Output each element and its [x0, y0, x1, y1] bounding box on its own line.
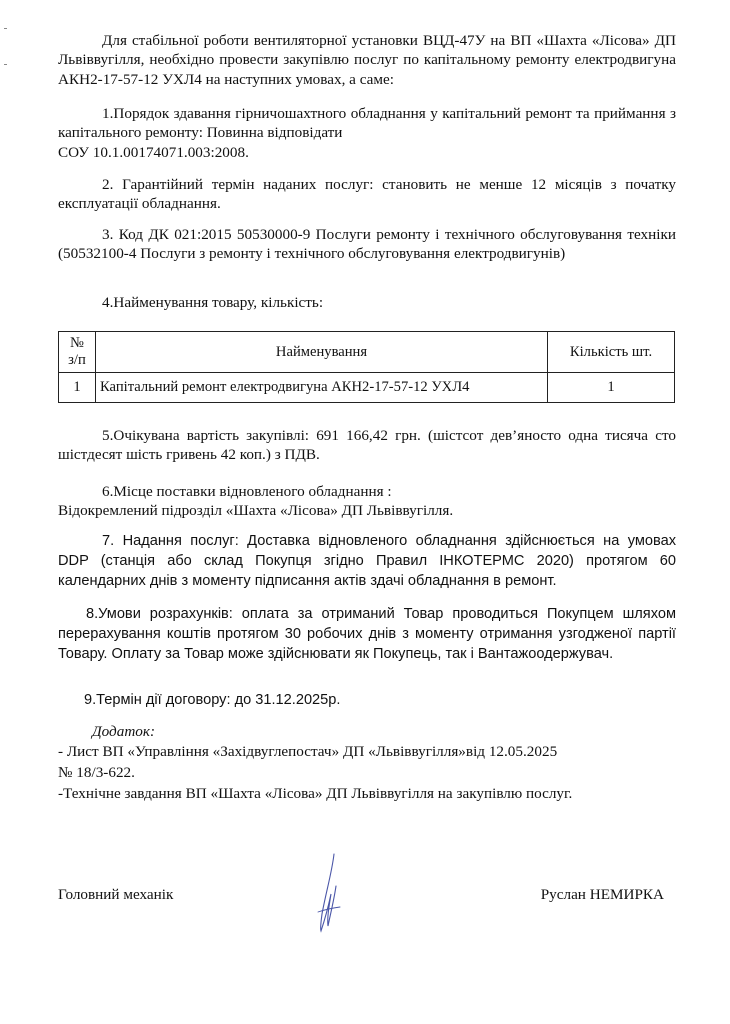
header-qty: Кількість шт.	[548, 332, 675, 373]
item-2	[58, 175, 676, 214]
item-5-text: 5.Очікувана вартість закупівлі: 691 166,42 грн. (шістсот дев’яносто одна тисяча сто шістдесят шість гривень 42 коп.) з ПДВ.	[58, 427, 676, 464]
item-4	[58, 293, 676, 312]
attachments-title: Додаток:	[92, 723, 156, 740]
intro-text: Для стабільної роботи вентиляторної установки ВЦД-47У на ВП «Шахта «Лісова» ДП Львіввугілля, необхідно провести закупівлю послуг по капітальному ремонту електродвигуна АКН2-17-57-12 УХЛ4 на наступних умовах, а саме:	[58, 32, 676, 88]
item-9	[58, 690, 676, 710]
header-no-line2: з/п	[68, 352, 86, 368]
row-qty: 1	[548, 373, 675, 403]
attachment-2: -Технічне завдання ВП «Шахта «Лісова» ДП Львіввугілля на закупівлю послуг.	[58, 785, 573, 803]
item-8	[58, 604, 676, 664]
scan-mark	[4, 64, 7, 65]
item-8-text: 8.Умови розрахунків: оплата за отриманий Товар проводиться Покупцем шляхом перерахування коштів протягом 30 робочих днів з моменту отримання узгодженої партії Товару. Оплату за Товар може здійснювати як Покупець, так і Вантажоодержувач.	[58, 606, 676, 662]
attachments	[58, 722, 676, 805]
goods-table	[58, 331, 675, 403]
table-header-row	[59, 332, 675, 373]
handwritten-signature	[312, 852, 348, 934]
item-5	[58, 426, 676, 465]
item-3-text: 3. Код ДК 021:2015 50530000-9 Послуги ремонту і технічного обслуговування техніки (50532100-4 Послуги з ремонту і технічного обслуговування електродвигунів)	[58, 226, 676, 263]
intro-paragraph	[58, 31, 676, 89]
item-1-ref: СОУ 10.1.00174071.003:2008.	[58, 143, 249, 161]
row-no: 1	[59, 373, 96, 403]
item-7-text: 7. Надання послуг: Доставка відновленого обладнання здійснюється на умовах DDP (станція або склад Покупця згідно Правил ІНКОТЕРМС 2020) протягом 60 календарних днів з моменту підписання актів здачі обладнання в ремонт.	[58, 533, 676, 589]
header-name: Найменування	[96, 332, 548, 373]
item-2-text: 2. Гарантійний термін наданих послуг: становить не менше 12 місяців з початку експлуатації обладнання.	[58, 176, 676, 213]
attachment-1-number: № 18/3-622.	[58, 764, 135, 782]
header-no	[59, 332, 96, 373]
item-6-place: Відокремлений підрозділ «Шахта «Лісова» ДП Львіввугілля.	[58, 502, 454, 520]
item-6	[58, 482, 676, 521]
item-7	[58, 531, 676, 591]
item-6-text: 6.Місце поставки відновленого обладнання :	[102, 483, 392, 500]
item-1-text: 1.Порядок здавання гірничошахтного обладнання у капітальний ремонт та приймання з капітального ремонту: Повинна відповідати	[58, 105, 676, 142]
table-row	[59, 373, 675, 403]
item-4-text: 4.Найменування товару, кількість:	[102, 294, 324, 311]
signatory-position: Головний механік	[58, 886, 174, 903]
header-no-line1: №	[70, 335, 84, 351]
row-name: Капітальний ремонт електродвигуна АКН2-17-57-12 УХЛ4	[96, 373, 548, 403]
attachment-1: - Лист ВП «Управління «Західвуглепостач» ДП «Львіввугілля»від 12.05.2025	[58, 743, 558, 761]
scan-mark	[4, 28, 7, 29]
item-3	[58, 225, 676, 264]
item-1	[58, 104, 676, 162]
item-9-text: 9.Термін дії договору: до 31.12.2025р.	[84, 692, 341, 708]
signatory-name: Руслан НЕМИРКА	[540, 886, 664, 903]
